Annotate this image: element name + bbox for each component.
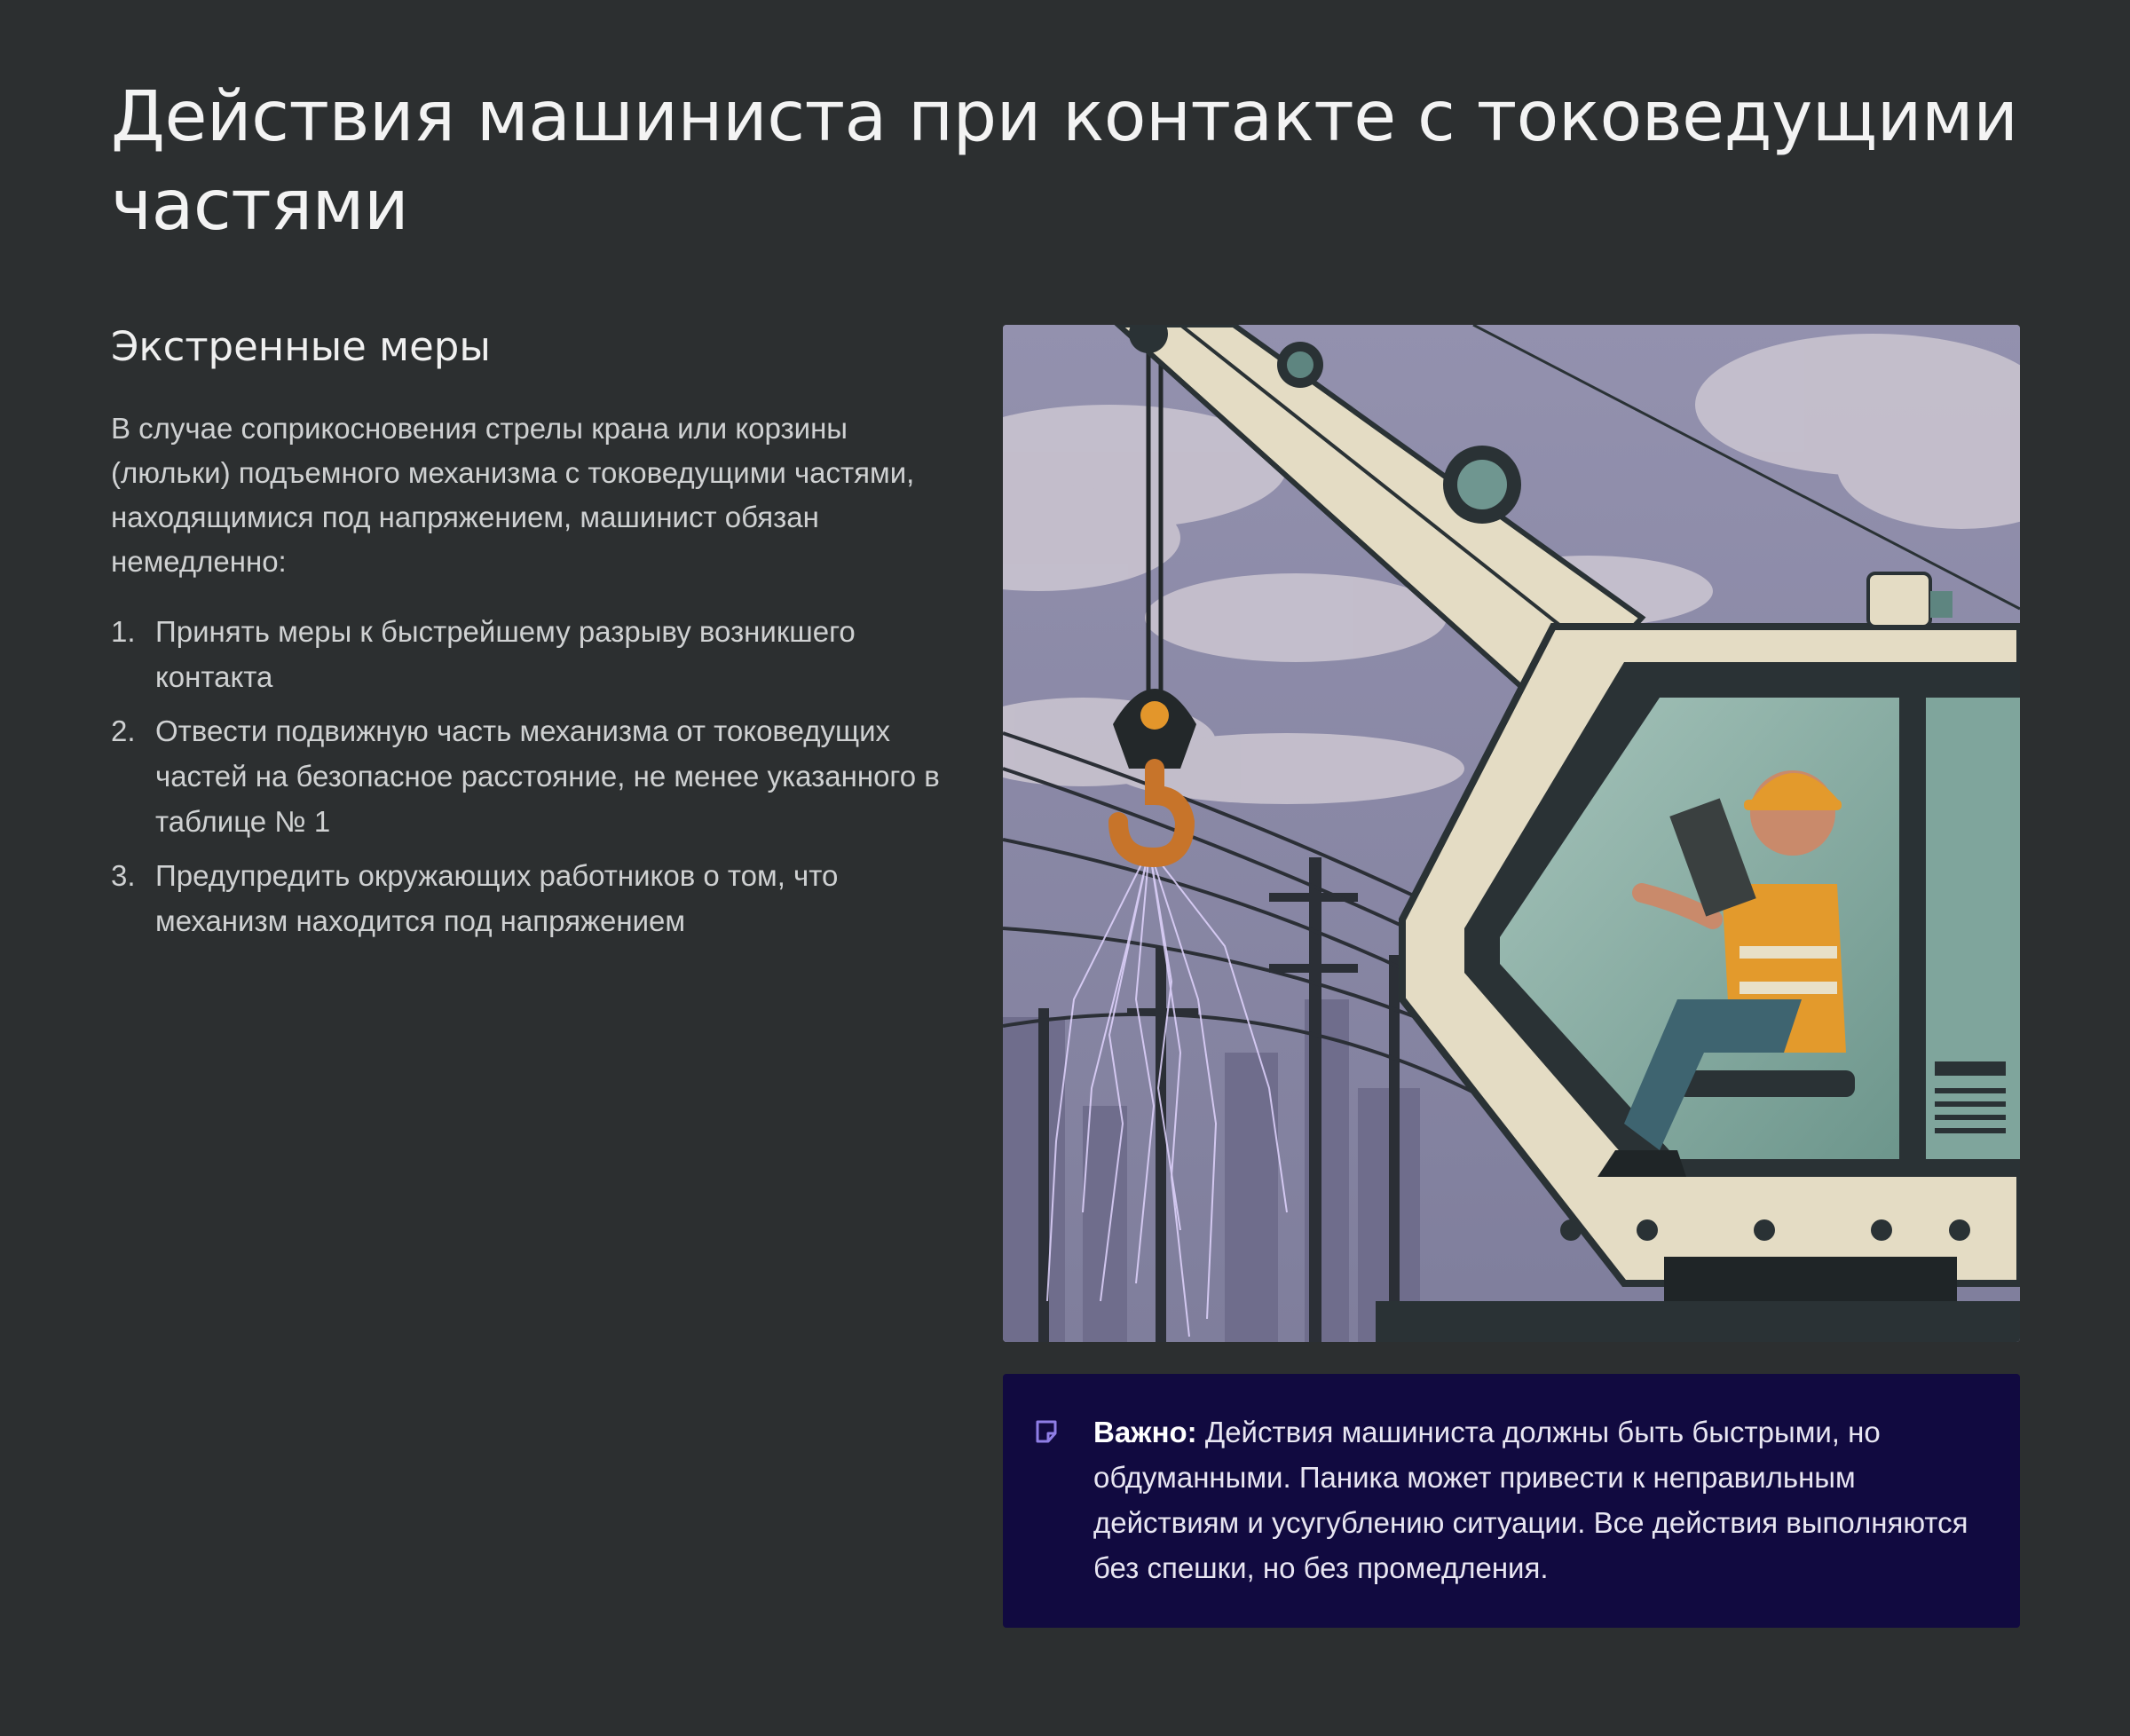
step-number: 3. [111, 859, 136, 892]
step-number: 1. [111, 615, 136, 648]
note-text [1093, 1409, 1984, 1590]
list-item [111, 708, 945, 844]
intro-paragraph: В случае соприкосновения стрелы крана или корзины (люльки) подъемного механизма с токоведущими частями, находящимися под напряжением, машинист обязан немедленно: [111, 412, 915, 578]
step-text: Принять меры к быстрейшему разрыву возникшего контакта [155, 615, 856, 693]
page-title: Действия машиниста при контакте с токоведущими частями [111, 77, 2018, 246]
crane-illustration [1003, 325, 2020, 1342]
section-heading: Экстренные меры [111, 323, 491, 370]
steps-list [111, 609, 945, 943]
list-item [111, 853, 945, 943]
list-item [111, 609, 945, 699]
step-number: 2. [111, 714, 136, 747]
important-note [1003, 1374, 2020, 1628]
step-text: Отвести подвижную часть механизма от токоведущих частей на безопасное расстояние, не менее указанного в таблице № 1 [155, 714, 940, 838]
step-text: Предупредить окружающих работников о том, что механизм находится под напряжением [155, 859, 839, 937]
note-label: Важно: [1093, 1416, 1197, 1448]
content-column [111, 320, 945, 952]
note-icon [1033, 1418, 1060, 1445]
note-body: Действия машиниста должны быть быстрыми, но обдуманными. Паника может привести к неправильным действиям и усугублению ситуации. Все действия выполняются без спешки, но без промедления. [1093, 1416, 1968, 1584]
